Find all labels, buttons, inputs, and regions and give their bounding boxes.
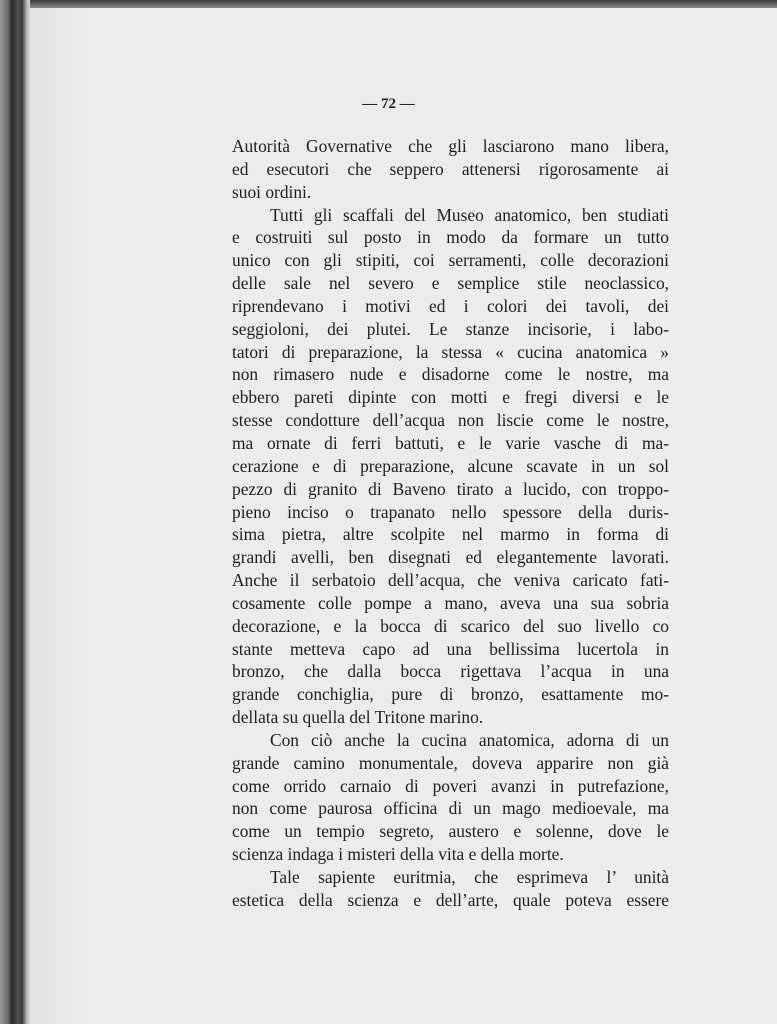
text-line: decorazione, e la bocca di scarico del suo livello co	[232, 615, 669, 636]
text-line: Con ciò anche la cucina anatomica, adorna di un	[270, 729, 669, 750]
text-line: stesse condotture dell’acqua non liscie come le nostre,	[232, 410, 669, 431]
text-line: non come paurosa officina di un mago medioevale, ma	[232, 798, 669, 819]
text-line: Autorità Governative che gli lasciarono mano libera,	[232, 136, 669, 156]
text-line: stante metteva capo ad una bellissima lucertola in	[232, 638, 669, 659]
text-line: grandi avelli, ben disegnati ed elegantemente lavorati.	[232, 547, 669, 568]
body-text	[232, 135, 669, 912]
text-line: seggioloni, dei plutei. Le stanze incisorie, i labo-	[232, 318, 669, 339]
text-line: Anche il serbatoio dell’acqua, che veniva caricato fati-	[232, 570, 669, 591]
text-line: non rimasero nude e disadorne come le nostre, ma	[232, 364, 669, 385]
text-line: dellata su quella del Tritone marino.	[232, 707, 484, 728]
page-number: — 72 —	[362, 96, 415, 112]
text-line: cosamente colle pompe a mano, aveva una sua sobria	[232, 592, 669, 613]
text-line: cerazione e di preparazione, alcune scavate in un sol	[232, 455, 669, 476]
text-line: come un tempio segreto, austero e solenne, dove le	[232, 821, 669, 842]
text-line: riprendevano i motivi ed i colori dei tavoli, dei	[232, 295, 669, 316]
text-line: come orrido carnaio di poveri avanzi in putrefazione,	[232, 775, 669, 796]
text-line: Tutti gli scaffali del Museo anatomico, ben studiati	[270, 204, 669, 225]
text-line: Tale sapiente euritmia, che esprimeva l’ unità	[270, 867, 669, 887]
text-line: tatori di preparazione, la stessa « cucina anatomica »	[232, 341, 669, 362]
text-line: delle sale nel severo e semplice stile neoclassico,	[232, 273, 669, 294]
text-line: scienza indaga i misteri della vita e della morte.	[232, 844, 564, 865]
book-binding	[0, 0, 30, 1024]
text-line: pieno inciso o trapanato nello spessore della duris-	[232, 501, 669, 522]
text-line: e costruiti sul posto in modo da formare un tutto	[232, 227, 669, 248]
text-line: grande conchiglia, pure di bronzo, esattamente mo-	[232, 684, 669, 705]
text-line: estetica della scienza e dell’arte, quale poteva essere	[232, 889, 669, 910]
text-line: suoi ordini.	[232, 181, 312, 202]
text-line: bronzo, che dalla bocca rigettava l’acqua in una	[232, 661, 669, 682]
text-line: sima pietra, altre scolpite nel marmo in forma di	[232, 524, 669, 545]
text-line: unico con gli stipiti, coi serramenti, colle decorazioni	[232, 250, 669, 271]
text-line: pezzo di granito di Baveno tirato a lucido, con troppo-	[232, 478, 669, 499]
text-line: ebbero pareti dipinte con motti e fregi diversi e le	[232, 387, 669, 408]
text-line: ed esecutori che seppero attenersi rigorosamente ai	[232, 158, 669, 179]
text-line: ma ornate di ferri battuti, e le varie vasche di ma-	[232, 432, 669, 453]
text-line: grande camino monumentale, doveva apparire non già	[232, 752, 669, 773]
scan-top-edge	[0, 0, 777, 8]
